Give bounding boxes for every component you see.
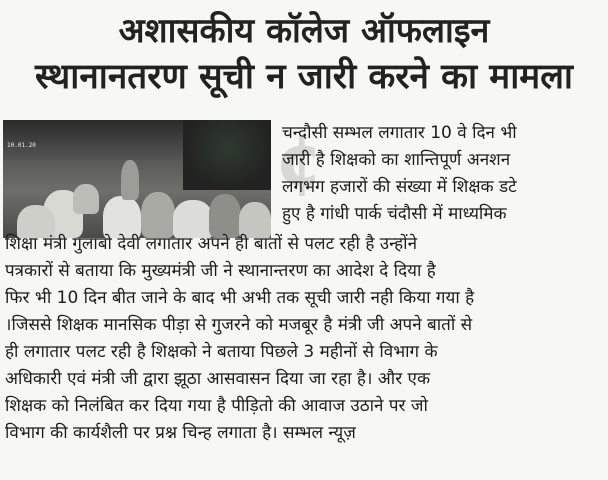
article-line: विभाग की कार्यशैली पर प्रश्न चिन्ह लगाता है। सम्भल न्यूज़ [5,423,356,443]
headline-line-1: अशासकीय कॉलेज ऑफलाइन [118,11,490,51]
article-line: लगभग हजारों की संख्या में शिक्षक डटे [282,177,517,197]
headline-line-2: स्थानानतरण सूची न जारी करने का मामला [34,57,574,97]
article-line: हुए है गांधी पार्क चंदौसी में माध्यमिक [282,204,507,224]
article-line: फिर भी 10 दिन बीत जाने के बाद भी अभी तक सूची जारी नही किया गया है [5,288,475,308]
seated-person [73,184,99,214]
faded-logo-watermark: ¢ [275,120,324,202]
tree-shape [183,120,271,190]
article-line: जारी है शिक्षको का शान्तिपूर्ण अनशन [282,150,511,170]
article-line: ही लगातार पलट रही है शिक्षको ने बताया पिछले 3 महीनों से विभाग के [5,342,438,362]
article-line: चन्दौसी सम्भल लगातार 10 वे दिन भी [282,123,517,143]
article-line: ।जिससे शिक्षक मानसिक पीड़ा से गुजरने को मजबूर है मंत्री जी अपने बातों से [5,315,473,335]
article-line: पत्रकारों से बताया कि मुख्यमंत्री जी ने स्थानान्तरण का आदेश दे दिया है [5,261,436,281]
standing-person [121,160,139,200]
protest-photo [3,120,271,238]
article-line: शिक्षा मंत्री गुलाबो देवी लगातार अपने ही बातों से पलट रही है उन्होंने [5,234,418,254]
photo-timestamp: 10.01.20 [7,142,36,149]
article-line: अधिकारी एवं मंत्री जी द्वारा झूठा आसवासन दिया जा रहा है। और एक [5,369,431,389]
article-line: शिक्षक को निलंबित कर दिया गया है पीड़ितो की आवाज उठाने पर जो [5,396,428,416]
